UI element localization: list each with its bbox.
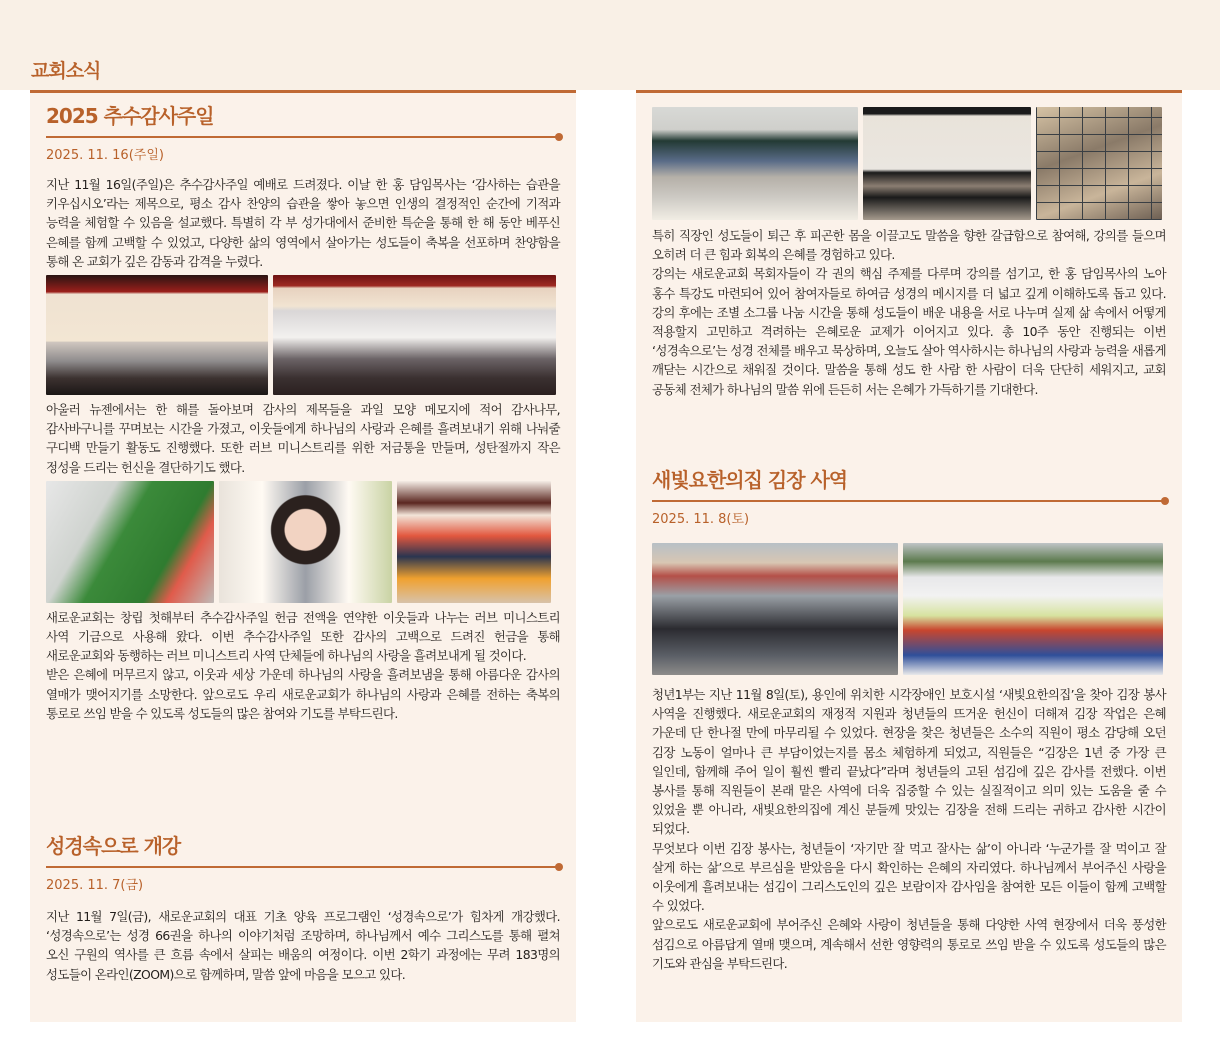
photo-row xyxy=(652,543,1166,675)
paragraph: 앞으로도 새로운교회에 부어주신 은혜와 사랑이 청년들을 통해 다양한 사역 현장에서 더욱 풍성한 섬김으로 아름답게 열매 맺으며, 계속해서 선한 영향력의 통로로 쓰임 받을 수 있도록 성도들의 많은 기도와 관심을 부탁드린다. xyxy=(652,917,1166,971)
goodie-bag-photo xyxy=(219,481,392,603)
photo-row xyxy=(652,107,1166,220)
article-title: 2025 추수감사주일 xyxy=(46,104,214,128)
article-title: 새빛요한의집 김장 사역 xyxy=(652,468,848,492)
article-bible-course xyxy=(46,833,560,984)
paragraph: 지난 11월 7일(금), 새로운교회의 대표 기초 양육 프로그램인 ‘성경속으로’가 힘차게 개강했다. ‘성경속으로’는 성경 66권을 하나의 이야기처럼 조망하며, 하나님께서 예수 그리스도를 통해 펼쳐 오신 구원의 역사를 큰 흐름 속에서 살피는 배움의 여정이다. 이번 2학기 과정에는 무려 183명의 성도들이 온라인(ZOOM)으로 함께하며, 말씀 앞에 마음을 모으고 있다. xyxy=(46,909,560,982)
section-label: 교회소식 xyxy=(31,60,101,82)
left-page xyxy=(30,90,576,1022)
thanks-tree-photo xyxy=(46,481,214,603)
paragraph: 아울러 뉴젠에서는 한 해를 돌아보며 감사의 제목들을 과일 모양 메모지에 적어 감사나무, 감사바구니를 꾸며보는 시간을 가졌고, 이웃들에게 하나님의 사랑과 은혜를 흘려보내기 위해 나눠줄 구디백 만들기 활동도 진행했다. 또한 러브 미니스트리를 위한 저금통을 만들며, 성탄절까지 작은 정성을 드리는 헌신을 결단하기도 했다. xyxy=(46,402,560,475)
title-divider xyxy=(46,866,560,868)
choir-photo xyxy=(273,275,556,395)
article-date: 2025. 11. 16(주일) xyxy=(46,148,164,163)
article-date: 2025. 11. 8(토) xyxy=(652,512,750,527)
article-bible-course-continued xyxy=(652,107,1166,399)
paragraph: 강의는 새로운교회 목회자들이 각 권의 핵심 주제를 다루며 강의를 섬기고, 한 홍 담임목사의 노아 홍수 특강도 마련되어 있어 참여자들로 하여금 성경의 메시지를 더 넓고 깊게 이해하도록 돕고 있다. 강의 후에는 조별 소그룹 나눔 시간을 통해 성도들이 배운 내용을 서로 나누며 실제 삶 속에서 어떻게 적용할지 고민하고 격려하는 은혜로운 교제가 이어지고 있다. 총 10주 동안 진행되는 이번 ‘성경속으로’는 성경 전체를 배우고 묵상하며, 오늘도 살아 역사하시는 하나님의 사랑과 능력을 새롭게 깨닫는 시간으로 채워질 것이다. 말씀을 통해 성도 한 사람 한 사람이 더욱 단단히 세워지고, 교회 공동체 전체가 하나님의 말씀 위에 든든히 서는 은혜가 가득하기를 기대한다. xyxy=(652,266,1166,397)
paragraph: 지난 11월 16일(주일)은 추수감사주일 예배로 드려졌다. 이날 한 홍 담임목사는 ‘감사하는 습관을 키우십시오’라는 제목으로, 평소 감사 찬양의 습관을 쌓아 놓으면 인생의 결정적인 순간에 기적과 능력을 체험할 수 있음을 설교했다. 특별히 각 부 성가대에서 준비한 특순을 통해 한 해 동안 베푸신 은혜를 함께 고백할 수 있었고, 다양한 삶의 영역에서 살아가는 성도들이 축복을 선포하며 찬양함을 통해 온 교회가 깊은 감동과 감격을 누렸다. xyxy=(46,177,560,269)
article-title: 성경속으로 개강 xyxy=(46,834,181,858)
zoom-speaker-photo xyxy=(863,107,1031,220)
photo-row xyxy=(46,481,560,603)
paragraph: 청년1부는 지난 11월 8일(토), 용인에 위치한 시각장애인 보호시설 ‘새빛요한의집’을 찾아 김장 봉사 사역을 진행했다. 새로운교회의 재정적 지원과 청년들의 뜨거운 헌신이 더해져 김장 작업은 은혜 가운데 단 한나절 만에 마무리될 수 있었다. 현장을 찾은 청년들은 소수의 직원이 평소 감당해 오던 김장 노동이 얼마나 큰 부담이었는지를 몸소 체험하게 되었고, 직원들은 “김장은 1년 중 가장 큰 일인데, 함께해 주어 일이 훨씬 빨리 끝났다”라며 청년들의 고된 섬김에 깊은 감사를 전했다. 이번 봉사를 통해 직원들이 본래 맡은 사역에 더욱 집중할 수 있는 실질적이고 의미 있는 도움을 줄 수 있었을 뿐 아니라, 새빛요한의집에 계신 분들께 맛있는 김장을 전해 드리는 귀하고 감사한 시간이 되었다. xyxy=(652,687,1166,837)
kimchi-making-photo xyxy=(903,543,1163,675)
right-page xyxy=(636,90,1182,1022)
article-date: 2025. 11. 7(금) xyxy=(46,878,144,893)
youth-group-photo xyxy=(652,543,898,675)
title-divider xyxy=(46,136,560,138)
paragraph: 받은 은혜에 머무르지 않고, 이웃과 세상 가운데 하나님의 사랑을 흘려보냄을 통해 아름다운 감사의 열매가 맺어지기를 소망한다. 앞으로도 우리 새로운교회가 하나님의 사랑과 은혜를 전하는 축복의 통로로 쓰임 받을 수 있도록 성도들의 많은 참여와 기도를 부탁드린다. xyxy=(46,667,560,721)
festival-photo xyxy=(397,481,551,603)
sermon-photo xyxy=(46,275,268,395)
paragraph: 특히 직장인 성도들이 퇴근 후 피곤한 몸을 이끌고도 말씀을 향한 갈급함으로 참여해, 강의를 들으며 오히려 더 큰 힘과 회복의 은혜를 경험하고 있다. xyxy=(652,228,1166,263)
article-kimchi xyxy=(652,467,1166,973)
title-divider xyxy=(652,500,1166,502)
paragraph: 무엇보다 이번 김장 봉사는, 청년들이 ‘자기만 잘 먹고 잘사는 삶’이 아니라 ‘누군가를 잘 먹이고 잘 살게 하는 삶’으로 부르심을 받았음을 다시 확인하는 은혜의 자리였다. 하나님께서 부어주신 사랑을 이웃에게 흘려보내는 섬김이 그리스도인의 깊은 보람이자 감사임을 참여한 모든 이들이 함께 고백할 수 있었다. xyxy=(652,840,1166,914)
article-thanksgiving xyxy=(46,103,560,723)
paragraph: 새로운교회는 창립 첫해부터 추수감사주일 헌금 전액을 연약한 이웃들과 나누는 러브 미니스트리 사역 기금으로 사용해 왔다. 이번 추수감사주일 또한 감사의 고백으로 드려진 헌금을 통해 새로운교회와 동행하는 러브 미니스트리 사역 단체들에 하나님의 사랑을 흘려보내게 될 것이다. xyxy=(46,609,560,664)
zoom-gallery-photo xyxy=(1036,107,1162,220)
photo-row xyxy=(46,275,560,395)
top-band xyxy=(0,0,1220,90)
lecture-room-photo xyxy=(652,107,858,220)
